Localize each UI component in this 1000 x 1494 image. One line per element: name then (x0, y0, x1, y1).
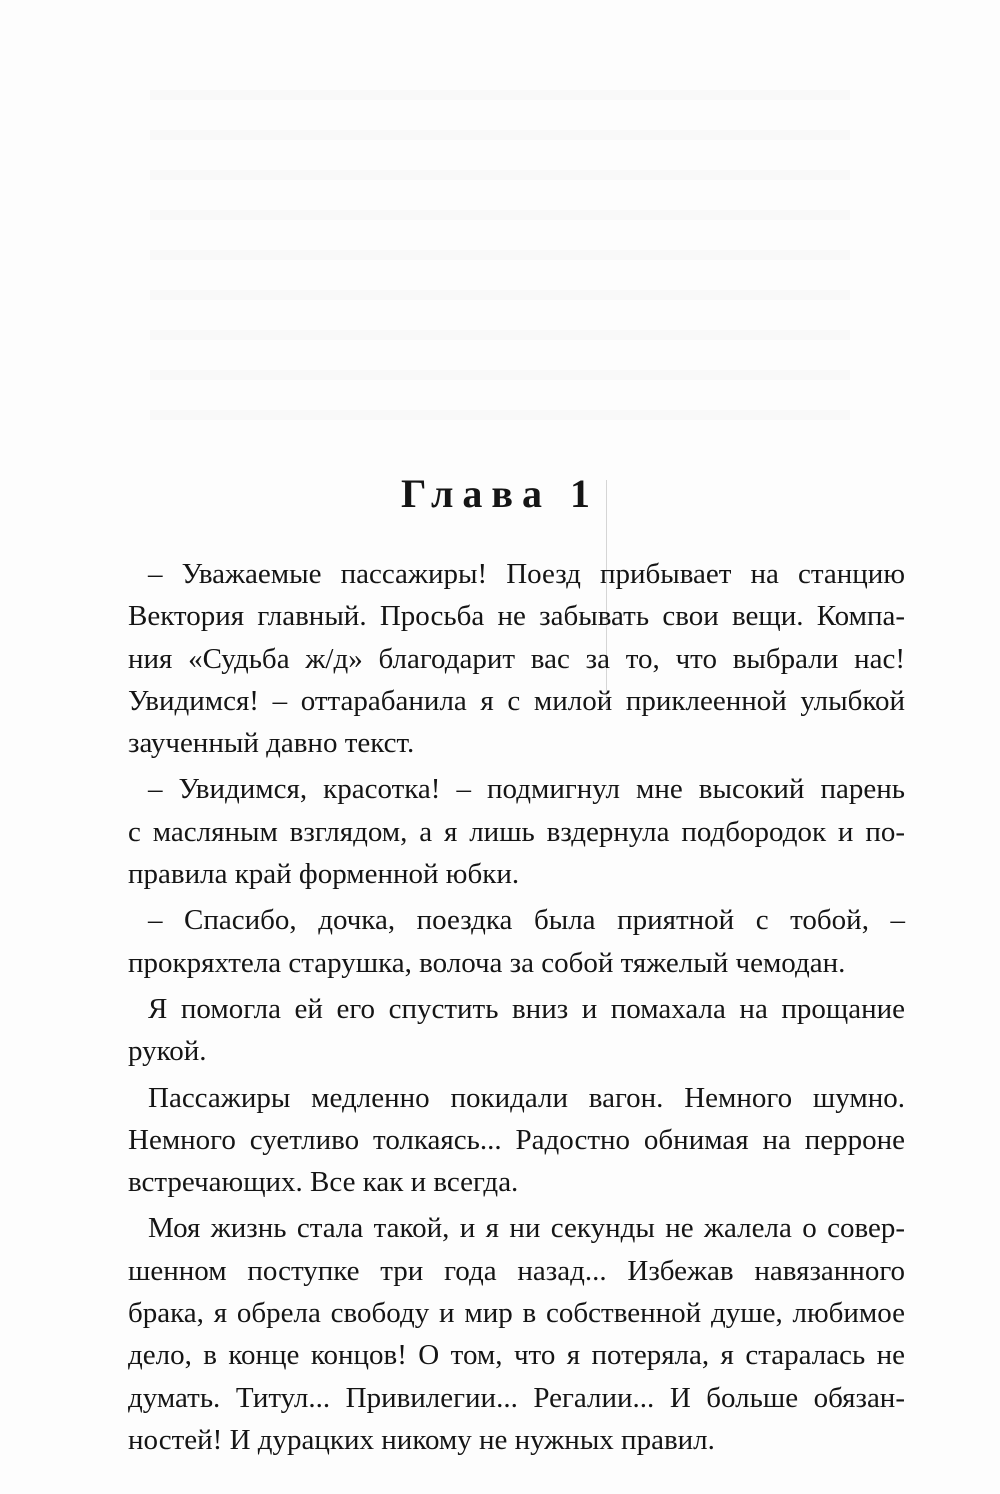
text-line: правила край форменной юбки. (128, 858, 520, 891)
text-line: – Спасибо, дочка, поездка была приятной с тобой, – (148, 904, 905, 937)
text-line: – Увидимся, красотка! – подмигнул мне высокий парень (148, 773, 905, 806)
text-line: Немного суетливо толкаясь... Радостно обнимая на перроне (128, 1123, 905, 1156)
text-line: – Уважаемые пассажиры! Поезд прибывает на станцию (148, 558, 905, 590)
paragraph (128, 1077, 905, 1204)
chapter-title: Глава 1 (401, 471, 599, 516)
text-line: думать. Титул... Привилегии... Регалии... И больше обязан- (128, 1381, 905, 1414)
text-line: рукой. (128, 1035, 207, 1068)
text-line: Пассажиры медленно покидали вагон. Немного шумно. (148, 1081, 905, 1114)
text-line: Моя жизнь стала такой, и я ни секунды не жалела о совер- (148, 1212, 905, 1245)
text-line: ния «Судьба ж/д» благодарит вас за то, что выбрали нас! (128, 642, 905, 675)
text-line: Я помогла ей его спустить вниз и помахала на прощание (148, 992, 905, 1025)
paragraph (128, 768, 905, 895)
text-line: заученный давно текст. (128, 727, 415, 760)
text-line: ностей! И дурацких никому не нужных правил. (128, 1423, 715, 1456)
paragraph (128, 899, 905, 984)
chapter-body (128, 553, 905, 1465)
paragraph (128, 553, 905, 764)
show-through-texture (150, 60, 850, 420)
text-line: с масляным взглядом, а я лишь вздернула подбородок и по- (128, 815, 905, 848)
paragraph (128, 988, 905, 1073)
text-line: шенном поступке три года назад... Избежав навязанного (128, 1254, 905, 1287)
text-line: встречающих. Все как и всегда. (128, 1166, 519, 1199)
text-line: дело, в конце концов! О том, что я потеряла, я старалась не (128, 1339, 905, 1372)
text-line: брака, я обрела свободу и мир в собственной душе, любимое (128, 1297, 905, 1330)
text-line: Увидимся! – оттарабанила я с милой приклеенной улыбкой (128, 684, 905, 717)
paragraph (128, 1207, 905, 1461)
text-line: прокряхтела старушка, волоча за собой тяжелый чемодан. (128, 946, 846, 979)
text-line: Вектория главный. Просьба не забывать свои вещи. Компа- (128, 600, 905, 633)
